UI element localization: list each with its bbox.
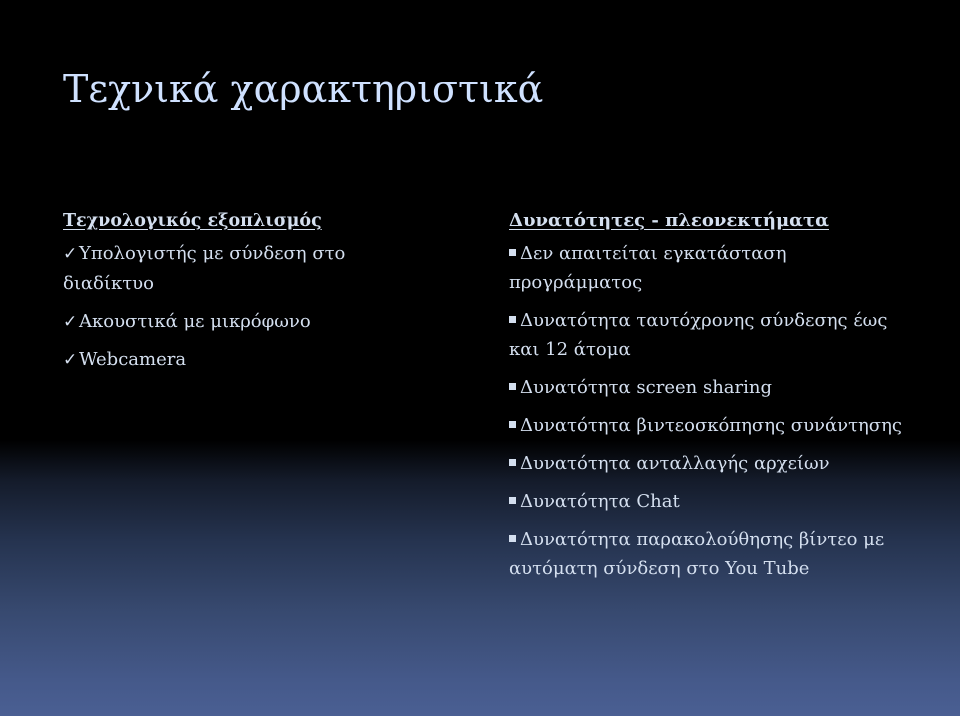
list-item-text: Δεν απαιτείται εγκατάσταση προγράμματος [509,243,787,293]
list-item-text: Δυνατότητα βιντεοσκόπησης συνάντησης [520,415,902,436]
square-bullet-icon [509,421,516,428]
list-item [63,239,393,299]
square-bullet-icon [509,383,516,390]
features-heading: Δυνατότητες - πλεονεκτήματα [509,210,829,231]
checkmark-icon: ✓ [63,350,78,370]
equipment-heading: Τεχνολογικός εξοπλισμός [63,211,322,231]
square-bullet-icon [509,459,516,466]
list-item-text: Δυνατότητα ανταλλαγής αρχείων [520,453,830,474]
features-list [509,239,929,583]
list-item-text: Δυνατότητα ταυτόχρονης σύνδεσης έως και 12 άτομα [509,310,888,360]
square-bullet-icon [509,535,516,542]
square-bullet-icon [509,249,516,256]
list-item [509,525,909,583]
list-item-text: Δυνατότητα screen sharing [520,377,772,398]
features-section [509,207,929,592]
checkmark-icon: ✓ [63,312,78,332]
list-item-text: Δυνατότητα Chat [520,491,680,512]
slide-title: Τεχνικά χαρακτηριστικά [63,67,544,111]
list-item [509,373,909,402]
list-item-text: Δυνατότητα παρακολούθησης βίντεο με αυτόματη σύνδεση στο You Tube [509,529,885,579]
square-bullet-icon [509,497,516,504]
equipment-list [63,239,423,375]
list-item [509,449,909,478]
list-item [63,307,393,337]
equipment-section [63,207,423,383]
list-item [509,239,909,297]
list-item-text: Webcamera [79,349,187,370]
list-item [509,411,909,440]
list-item-text: Υπολογιστής με σύνδεση στο διαδίκτυο [63,243,346,294]
list-item [63,345,393,375]
list-item [509,306,909,364]
square-bullet-icon [509,316,516,323]
checkmark-icon: ✓ [63,244,78,264]
list-item-text: Ακουστικά με μικρόφωνο [79,311,311,332]
list-item [509,487,909,516]
